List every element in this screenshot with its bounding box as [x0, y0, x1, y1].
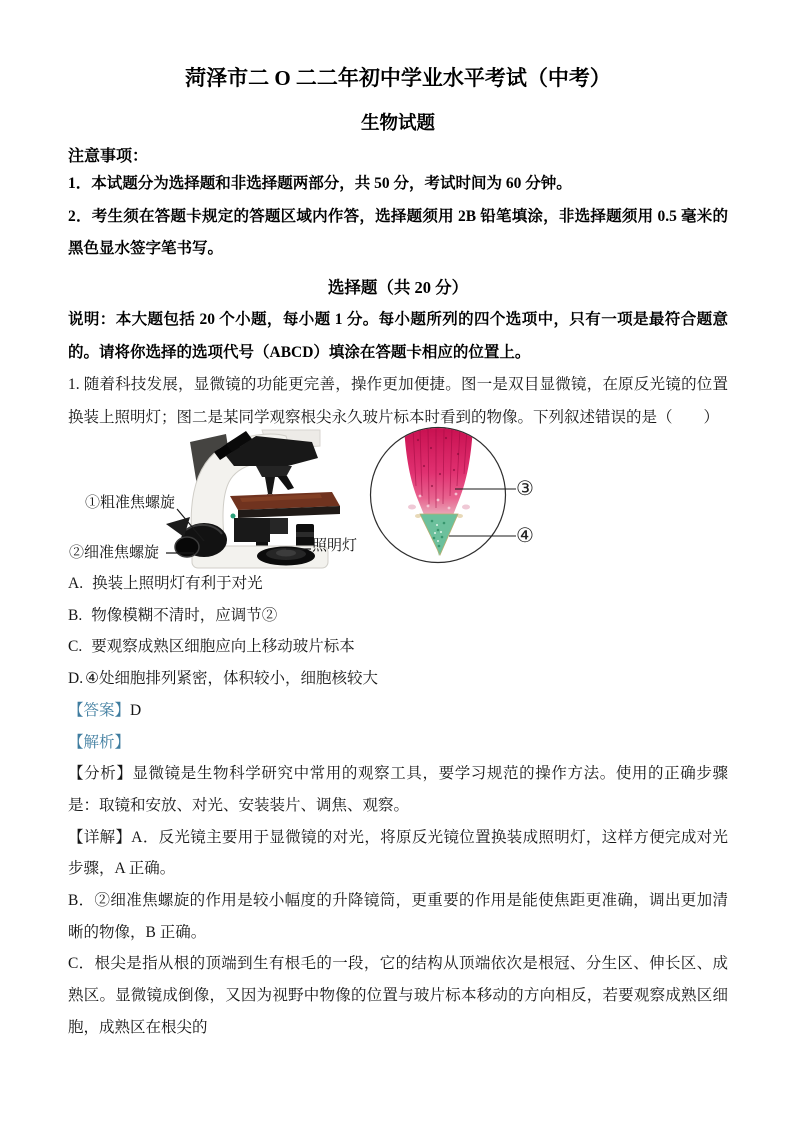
question-number: 1. [68, 376, 80, 393]
answer-line [68, 695, 728, 727]
coarse-focus-label: ①粗准焦螺旋 [85, 495, 176, 511]
analysis-heading: 【解析】 [68, 733, 131, 751]
fine-focus-label: ②细准焦螺旋 [69, 545, 160, 561]
detail-c-text: C．根尖是指从根的顶端到生有根毛的一段，它的结构从顶端依次是根冠、分生区、伸长区、成熟区。显微镜成倒像，又因为视野中物像的位置与玻片标本移动的方向相反，若要观察成熟区细胞，成熟区在根尖的 [68, 955, 728, 1036]
pointer-4-label: ④ [516, 525, 534, 547]
option-a-label: A. [68, 575, 84, 592]
detail-a-text: 【详解】A．反光镜主要用于显微镜的对光，将原反光镜位置换装成照明灯，这样方便完成对光步骤，A 正确。 [68, 828, 728, 878]
doc-subtitle: 生物试题 [360, 114, 435, 134]
option-a-text: 换装上照明灯有利于对光 [92, 575, 263, 592]
option-c-label: C. [68, 638, 83, 656]
notice-heading: 注意事项： [68, 148, 149, 165]
option-c-text: 要观察成熟区细胞应向上移动玻片标本 [91, 638, 355, 656]
pointer-3-label: ③ [516, 478, 534, 500]
option-b-text: 物像模糊不清时，应调节② [91, 606, 278, 624]
answer-value: D [130, 701, 142, 719]
answer-label: 【答案】 [68, 701, 131, 719]
option-c [68, 631, 728, 663]
notice-item-1: 1．本试题分为选择题和非选择题两部分，共 50 分，考试时间为 60 分钟。 [68, 175, 572, 192]
section-instructions: 说明：本大题包括 20 个小题，每小题 1 分。每小题所列的四个选项中，只有一项是最符合题意的。请将你选择的选项代号（ABCD）填涂在答题卡相应的位置上。 [68, 311, 728, 361]
notice-item-2: 2．考生须在答题卡规定的答题区域内作答，选择题须用 2B 铅笔填涂，非选择题须用 0.5 毫米的黑色显水签字笔书写。 [68, 207, 728, 257]
analysis-text: 【分析】显微镜是生物科学研究中常用的观察工具，要学习规范的操作方法。使用的正确步骤是：取镜和安放、对光、安装装片、调焦、观察。 [68, 765, 728, 814]
detail-b-text: B．②细准焦螺旋的作用是较小幅度的升降镜筒，更重要的作用是能使焦距更准确，调出更加清晰的物像，B 正确。 [68, 892, 728, 941]
question-text: 1. 随着科技发展，显微镜的功能更完善，操作更加便捷。图一是双目显微镜，在原反光镜的位置换装上照明灯；图二是某同学观察根尖永久玻片标本时看到的物像。下列叙述错误的是（ ） [68, 376, 729, 426]
option-d [68, 663, 728, 695]
doc-title: 菏泽市二 O 二二年初中学业水平考试（中考） [185, 66, 611, 90]
section-title: 选择题（共 20 分） [327, 277, 469, 297]
root-tip-illustration [371, 427, 517, 563]
option-b [68, 600, 728, 632]
option-d-text: ④处细胞排列紧密，体积较小，细胞核较大 [85, 670, 378, 688]
question-figure [68, 434, 728, 568]
option-d-label: D. [68, 670, 84, 688]
lamp-label: 照明灯 [312, 538, 358, 554]
option-b-label: B. [68, 606, 83, 624]
